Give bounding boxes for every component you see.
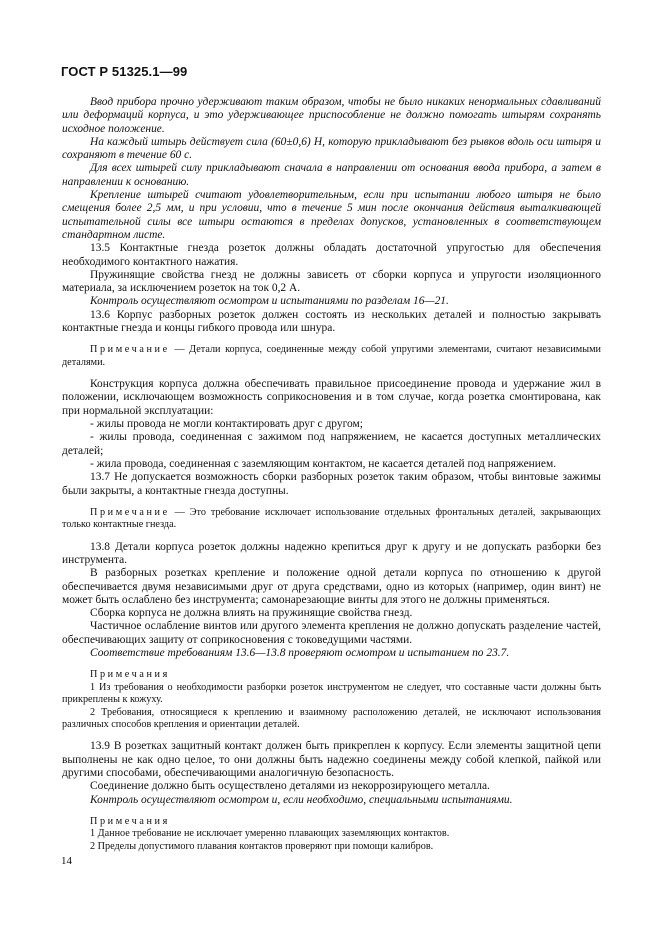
note-item: 1 Из требования о необходимости разборки розеток инструментом не следует, что составные части должны быть прикреплены к кожуху. — [62, 681, 601, 706]
control-statement: Соответствие требованиям 13.6—13.8 проверяют осмотром и испытанием по 23.7. — [90, 647, 510, 660]
paragraph: В разборных розетках крепление и положение одной детали корпуса по отношению к другой обеспечивается двумя независимыми друг от друга средствами, одно из которых (например, один винт) не может быть ослаблено без инструмента; самонарезающие винты для этого не должны применяться. — [62, 567, 601, 606]
note-item: 1 Данное требование не исключает умеренно плавающих заземляющих контактов. — [90, 828, 450, 840]
note-label: Примечание — [90, 506, 170, 518]
clause-13-7: 13.7 Не допускается возможность сборки разборных розеток таким образом, чтобы винтовые зажимы были закрыты, а контактные гнезда доступны. — [62, 471, 601, 497]
list-item: - жила провода, соединенная с заземляющим контактом, не касается деталей под напряжением. — [90, 457, 557, 470]
paragraph: Пружинящие свойства гнезд не должны зависеть от сборки корпуса и упругости изоляционного материала, за исключением розеток на ток 0,2 А. — [62, 268, 601, 295]
list-item: - жилы провода не могли контактировать друг с другом; — [90, 418, 363, 431]
notes-heading: Примечания — [90, 815, 170, 827]
clause-13-6: 13.6 Корпус разборных розеток должен состоять из нескольких деталей и полностью закрывать контактные гнезда и концы гибкого провода или шнура. — [62, 308, 601, 335]
note-text: — Детали корпуса, соединенные между собой упругими элементами, считают независимыми деталями. — [62, 344, 601, 368]
control-statement: Контроль осуществляют осмотром и испытаниями по разделам 16—21. — [90, 295, 449, 308]
clause-13-5: 13.5 Контактные гнезда розеток должны обладать достаточной упругостью для обеспечения необходимого контактного нажатия. — [62, 242, 601, 268]
notes-heading: Примечания — [90, 669, 170, 681]
paragraph: Сборка корпуса не должна влиять на пружинящие свойства гнезд. — [90, 607, 413, 620]
paragraph: Соединение должно быть осуществлено деталями из некоррозирующего металла. — [90, 780, 490, 793]
paragraph: Для всех штырей силу прикладывают сначала в направлении от основания ввода прибора, а затем в направлении к основанию. — [62, 162, 601, 188]
document-header: ГОСТ Р 51325.1—99 — [61, 64, 188, 79]
control-statement: Контроль осуществляют осмотром и, если необходимо, специальными испытаниями. — [90, 793, 513, 806]
paragraph: Конструкция корпуса должна обеспечивать правильное присоединение провода и удержание жил в положении, исключающем возможность соприкосновения и в том случае, когда розетка смонтирована, как при нормальной эксплуатации: — [62, 378, 601, 417]
note-label: Примечание — [90, 344, 170, 356]
paragraph: Ввод прибора прочно удерживают таким образом, чтобы не было никаких ненормальных сдавливаний или деформаций корпуса, и это удерживающее приспособление не должно помогать штырям сохранять исходное положение. — [62, 96, 601, 135]
list-item: - жилы провода, соединенная с зажимом под напряжением, не касается доступных металлических деталей; — [62, 431, 601, 457]
note — [62, 507, 601, 532]
note-item: 2 Требования, относящиеся к креплению и взаимному расположению деталей, не исключают использования различных способов крепления и ориентации деталей. — [62, 706, 601, 730]
note-item: 2 Пределы допустимого плавания контактов проверяют при помощи калибров. — [90, 840, 434, 852]
clause-13-9: 13.9 В розетках защитный контакт должен быть прикреплен к корпусу. Если элементы защитной цепи выполнены не как одно целое, то они должны быть надежно соединены между собой клепкой, пайкой или другими способами, обеспечивающими аналогичную безопасность. — [62, 740, 601, 779]
paragraph: Частичное ослабление винтов или другого элемента крепления не должно допускать разделение частей, обеспечивающих защиту от соприкосновения с токоведущими частями. — [62, 620, 601, 646]
note-text: — Это требование исключает использование отдельных фронтальных деталей, закрывающих только контактные гнезда. — [62, 506, 602, 531]
clause-13-8: 13.8 Детали корпуса розеток должны надежно крепиться друг к другу и не допускать разборки без инструмента. — [62, 540, 601, 566]
paragraph: На каждый штырь действует сила (60±0,6) Н, которую прикладывают без рывков вдоль оси штыря и сохраняют в течение 60 с. — [62, 135, 601, 162]
paragraph: Крепление штырей считают удовлетворительным, если при испытании любого штыря не было смещения более 2,5 мм, и при условии, что в течение 5 мин после окончания действия выталкивающей испытательной силы все штыри остаются в пределах допусков, установленных в соответствующем стандартном листе. — [62, 189, 601, 241]
page-number: 14 — [61, 855, 72, 867]
page-body — [62, 96, 601, 853]
note — [62, 344, 601, 369]
